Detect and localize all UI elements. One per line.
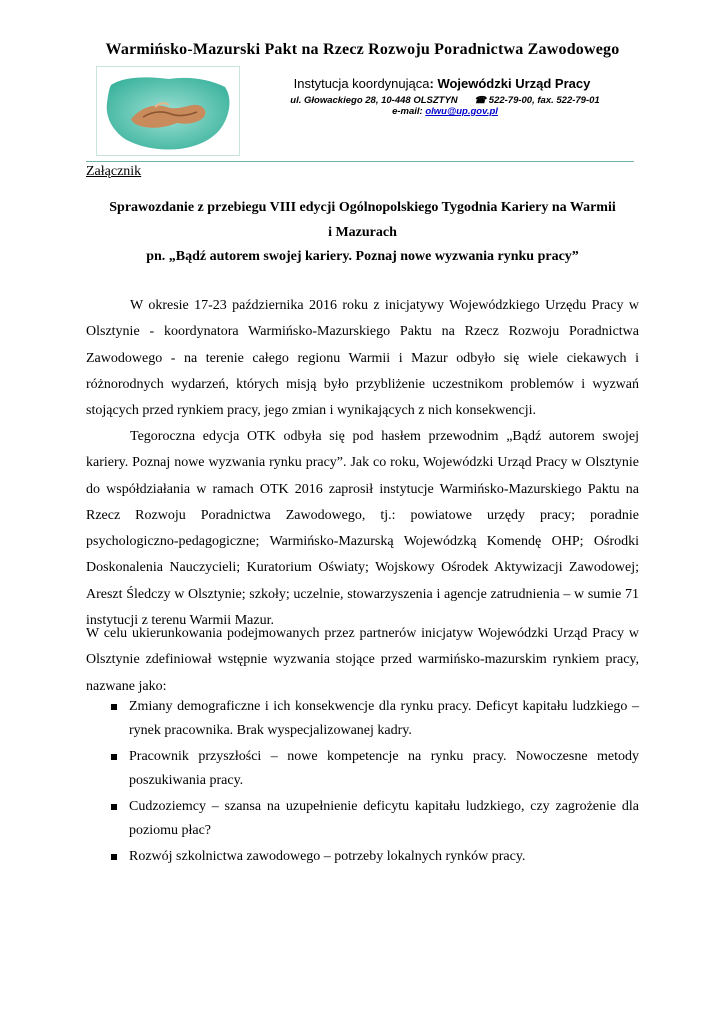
institution-line xyxy=(252,76,632,91)
list-item-text: Zmiany demograficzne i ich konsekwencje dla rynku pracy. Deficyt kapitału ludzkiego – rynek pracownika. Brak wyspecjalizowanej kadry. xyxy=(129,699,639,738)
challenges-list xyxy=(86,695,639,871)
bullet-square-icon xyxy=(111,804,117,810)
phone-fax-numbers: 522-79-00, fax. 522-79-01 xyxy=(488,95,600,106)
list-item-text: Cudzoziemcy – szansa na uzupełnienie deficytu kapitału ludzkiego, czy zagrożenie dla poziomu płac? xyxy=(129,799,639,838)
address: ul. Głowackiego 28, 10-448 OLSZTYN xyxy=(290,95,458,106)
list-item xyxy=(86,795,639,843)
institution-name: : Wojewódzki Urząd Pracy xyxy=(429,76,591,91)
list-item xyxy=(86,695,639,743)
report-title-line-2: i Mazurach xyxy=(328,225,397,240)
list-item-text: Rozwój szkolnictwa zawodowego – potrzeby lokalnych rynków pracy. xyxy=(129,849,526,864)
list-item xyxy=(86,845,639,869)
address-line xyxy=(245,95,645,106)
email-label: e-mail: xyxy=(392,106,426,117)
bullet-square-icon xyxy=(111,754,117,760)
list-item xyxy=(86,745,639,793)
paragraph-2: Tegoroczna edycja OTK odbyła się pod hasłem przewodnim „Bądź autorem swojej kariery. Poznaj nowe wyzwania rynku pracy”. Jak co roku, Wojewódzki Urząd Pracy w Olsztynie do współdziałania w ramach OTK 2016 zaprosił instytucje Warmińsko-Mazurskiego Paktu na Rzecz Rozwoju Poradnictwa Zawodowego, tj.: powiatowe urzędy pracy; poradnie psychologiczno-pedagogiczne; Warmińsko-Mazurską Wojewódzką Komendę OHP; Ośrodki Doskonalenia Nauczycieli; Kuratorium Oświaty; Wojskowy Ośrodek Aktywizacji Zawodowej; Areszt Śledczy w Olsztynie; szkoły; uczelnie, stowarzyszenia i agencje zatrudnienia – w sumie 71 instytucji z terenu Warmii Mazur. xyxy=(86,429,639,629)
paragraph-3: W celu ukierunkowania podejmowanych przez partnerów inicjatyw Wojewódzki Urząd Pracy w Olsztynie zdefiniował wstępnie wyzwania stojące przed warmińsko-mazurskim rynkiem pracy, nazwane jako: xyxy=(86,626,639,694)
phone xyxy=(474,95,599,106)
bullet-square-icon xyxy=(111,854,117,860)
pact-title: Warmińsko-Mazurski Pakt na Rzecz Rozwoju Poradnictwa Zawodowego xyxy=(105,41,620,58)
phone-icon: ☎ xyxy=(474,95,487,106)
report-title-line-3: pn. „Bądź autorem swojej kariery. Poznaj nowe wyzwania rynku pracy” xyxy=(146,249,579,264)
report-title-line-1: Sprawozdanie z przebiegu VIII edycji Ogólnopolskiego Tygodnia Kariery na Warmii xyxy=(109,200,616,215)
email-line xyxy=(245,106,645,117)
email-link[interactable]: olwu@up.gov.pl xyxy=(425,106,498,117)
handshake-map-icon xyxy=(97,67,239,155)
institution-prefix: Instytucja koordynująca xyxy=(293,76,430,91)
logo xyxy=(96,66,240,156)
list-item-text: Pracownik przyszłości – nowe kompetencje na rynku pracy. Nowoczesne metody poszukiwania pracy. xyxy=(129,749,639,788)
bullet-square-icon xyxy=(111,704,117,710)
attachment-label: Załącznik xyxy=(86,164,142,179)
header-divider xyxy=(86,161,634,162)
paragraph-1: W okresie 17-23 października 2016 roku z inicjatywy Wojewódzkiego Urzędu Pracy w Olsztynie - koordynatora Warmińsko-Mazurskiego Paktu na Rzecz Rozwoju Poradnictwa Zawodowego - na terenie całego regionu Warmii i Mazur odbyło się wiele ciekawych i różnorodnych wydarzeń, których misją było przybliżenie uczestnikom problemów i wyzwań stojących przed rynkiem pracy, jego zmian i wynikających z nich konsekwencji. xyxy=(86,298,639,419)
